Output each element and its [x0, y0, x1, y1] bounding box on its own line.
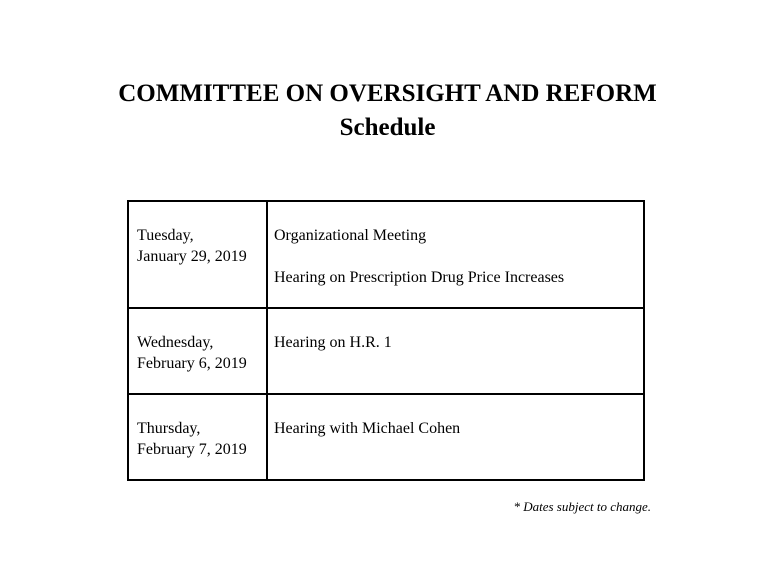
- event-item: Hearing on H.R. 1: [274, 334, 392, 351]
- day-label: Thursday,: [137, 420, 201, 437]
- date-label: January 29, 2019: [137, 248, 247, 265]
- event-cell: [267, 201, 644, 308]
- day-label: Wednesday,: [137, 334, 214, 351]
- schedule-table: [127, 200, 645, 481]
- event-cell: [267, 308, 644, 394]
- table-row: [128, 201, 644, 308]
- date-cell: [128, 308, 267, 394]
- date-cell: [128, 201, 267, 308]
- date-label: February 7, 2019: [137, 441, 247, 458]
- event-item: Hearing on Prescription Drug Price Increases: [274, 269, 565, 286]
- event-item: Hearing with Michael Cohen: [274, 420, 461, 437]
- event-item: Organizational Meeting: [274, 227, 427, 244]
- page-title: COMMITTEE ON OVERSIGHT AND REFORM: [118, 80, 657, 107]
- table-row: [128, 394, 644, 480]
- table-row: [128, 308, 644, 394]
- date-label: February 6, 2019: [137, 355, 247, 372]
- footnote: * Dates subject to change.: [513, 499, 651, 514]
- date-cell: [128, 394, 267, 480]
- event-cell: [267, 394, 644, 480]
- page-subtitle: Schedule: [339, 114, 436, 141]
- day-label: Tuesday,: [137, 227, 194, 244]
